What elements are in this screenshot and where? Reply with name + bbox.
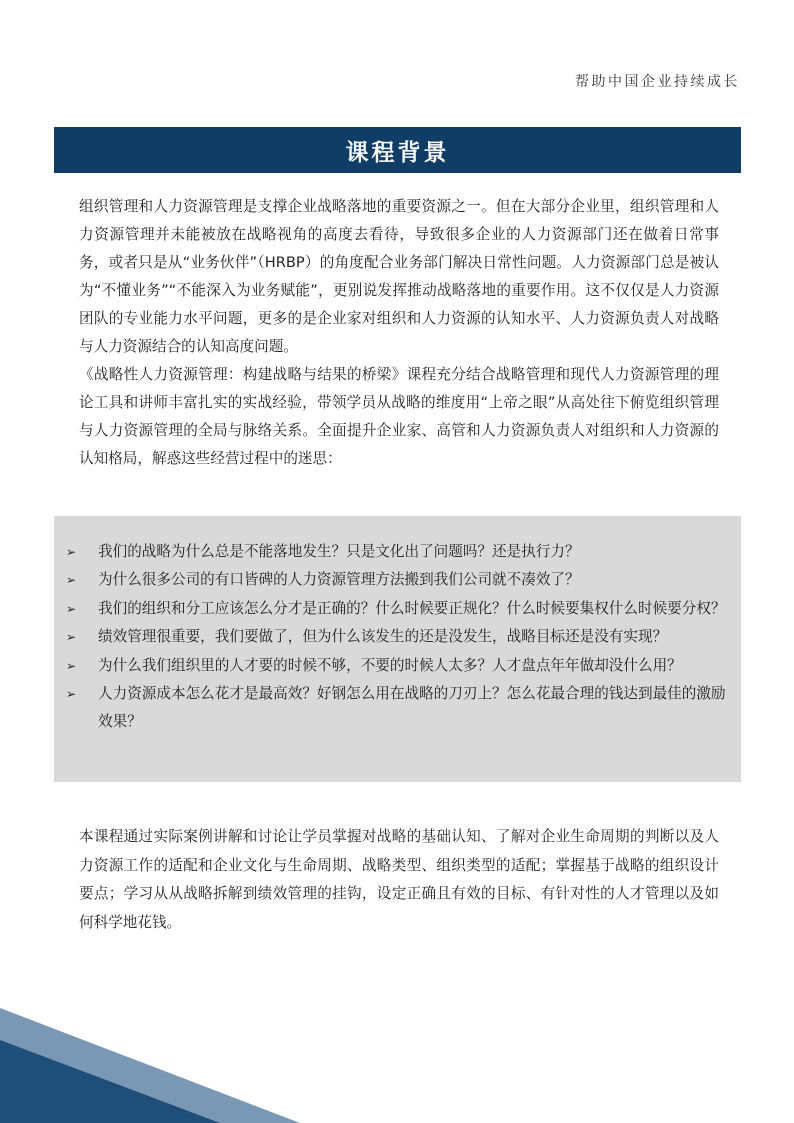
question-text: 我们的战略为什么总是不能落地发生？只是文化出了问题吗？还是执行力？ [98,543,580,560]
arrow-bullet-icon: ➢ [66,630,77,645]
question-item [66,595,731,623]
arrow-bullet-icon: ➢ [66,687,77,702]
section-banner [54,127,741,173]
arrow-bullet-icon: ➢ [66,658,77,673]
question-text: 为什么我们组织里的人才要的时候不够，不要的时候人太多？人才盘点年年做却没什么用？ [98,656,682,674]
section-title: 课程背景 [345,139,450,166]
questions-list [66,538,731,737]
intro-text [79,193,719,473]
intro-paragraph-2: 《战略性人力资源管理：构建战略与结果的桥梁》课程充分结合战略管理和现代人力资源管理的理论工具和讲师丰富扎实的实战经验，带领学员从战略的维度用“上帝之眼”从高处往下俯览组织管理与人力资源管理的全局与脉络关系。全面提升企业家、高管和人力资源负责人对组织和人力资源的认知格局，解惑这些经营过程中的迷思： [79,366,719,467]
corner-decoration [0,1008,300,1123]
questions-box [54,516,741,782]
arrow-bullet-icon: ➢ [66,545,77,559]
arrow-bullet-icon: ➢ [66,573,77,588]
question-text: 我们的组织和分工应该怎么分才是正确的？什么时候要正规化？什么时候要集权什么时候要分权？ [98,599,726,617]
tagline: 帮助中国企业持续成长 [575,74,740,90]
question-item [66,680,731,737]
question-text: 人力资源成本怎么花才是最高效？好钢怎么用在战略的刀刃上？怎么花最合理的钱达到最佳的激励效果？ [98,685,726,731]
question-item [66,538,731,566]
question-item [66,623,731,651]
question-item [66,652,731,680]
arrow-bullet-icon: ➢ [66,601,77,616]
intro-paragraph-1: 组织管理和人力资源管理是支撑企业战略落地的重要资源之一。但在大部分企业里，组织管理和人力资源管理并未能被放在战略视角的高度去看待，导致很多企业的人力资源部门还在做着日常事务，或者只是从“业务伙伴”（HRBP）的角度配合业务部门解决日常性问题。人力资源部门总是被认为“不懂业务”“不能深入为业务赋能”，更别说发挥推动战略落地的重要作用。这不仅仅是人力资源团队的专业能力水平问题，更多的是企业家对组织和人力资源的认知水平、人力资源负责人对战略与人力资源结合的认知高度问题。 [79,198,719,355]
question-item [66,566,731,594]
outro-text: 本课程通过实际案例讲解和讨论让学员掌握对战略的基础认知、了解对企业生命周期的判断以及人力资源工作的适配和企业文化与生命周期、战略类型、组织类型的适配；掌握基于战略的组织设计要点；学习从从战略拆解到绩效管理的挂钩，设定正确且有效的目标、有针对性的人才管理以及如何科学地花钱。 [79,828,719,931]
question-text: 绩效管理很重要，我们要做了，但为什么该发生的还是没发生，战略目标还是没有实现？ [98,628,668,646]
question-text: 为什么很多公司的有口皆碑的人力资源管理方法搬到我们公司就不凑效了？ [98,571,580,589]
